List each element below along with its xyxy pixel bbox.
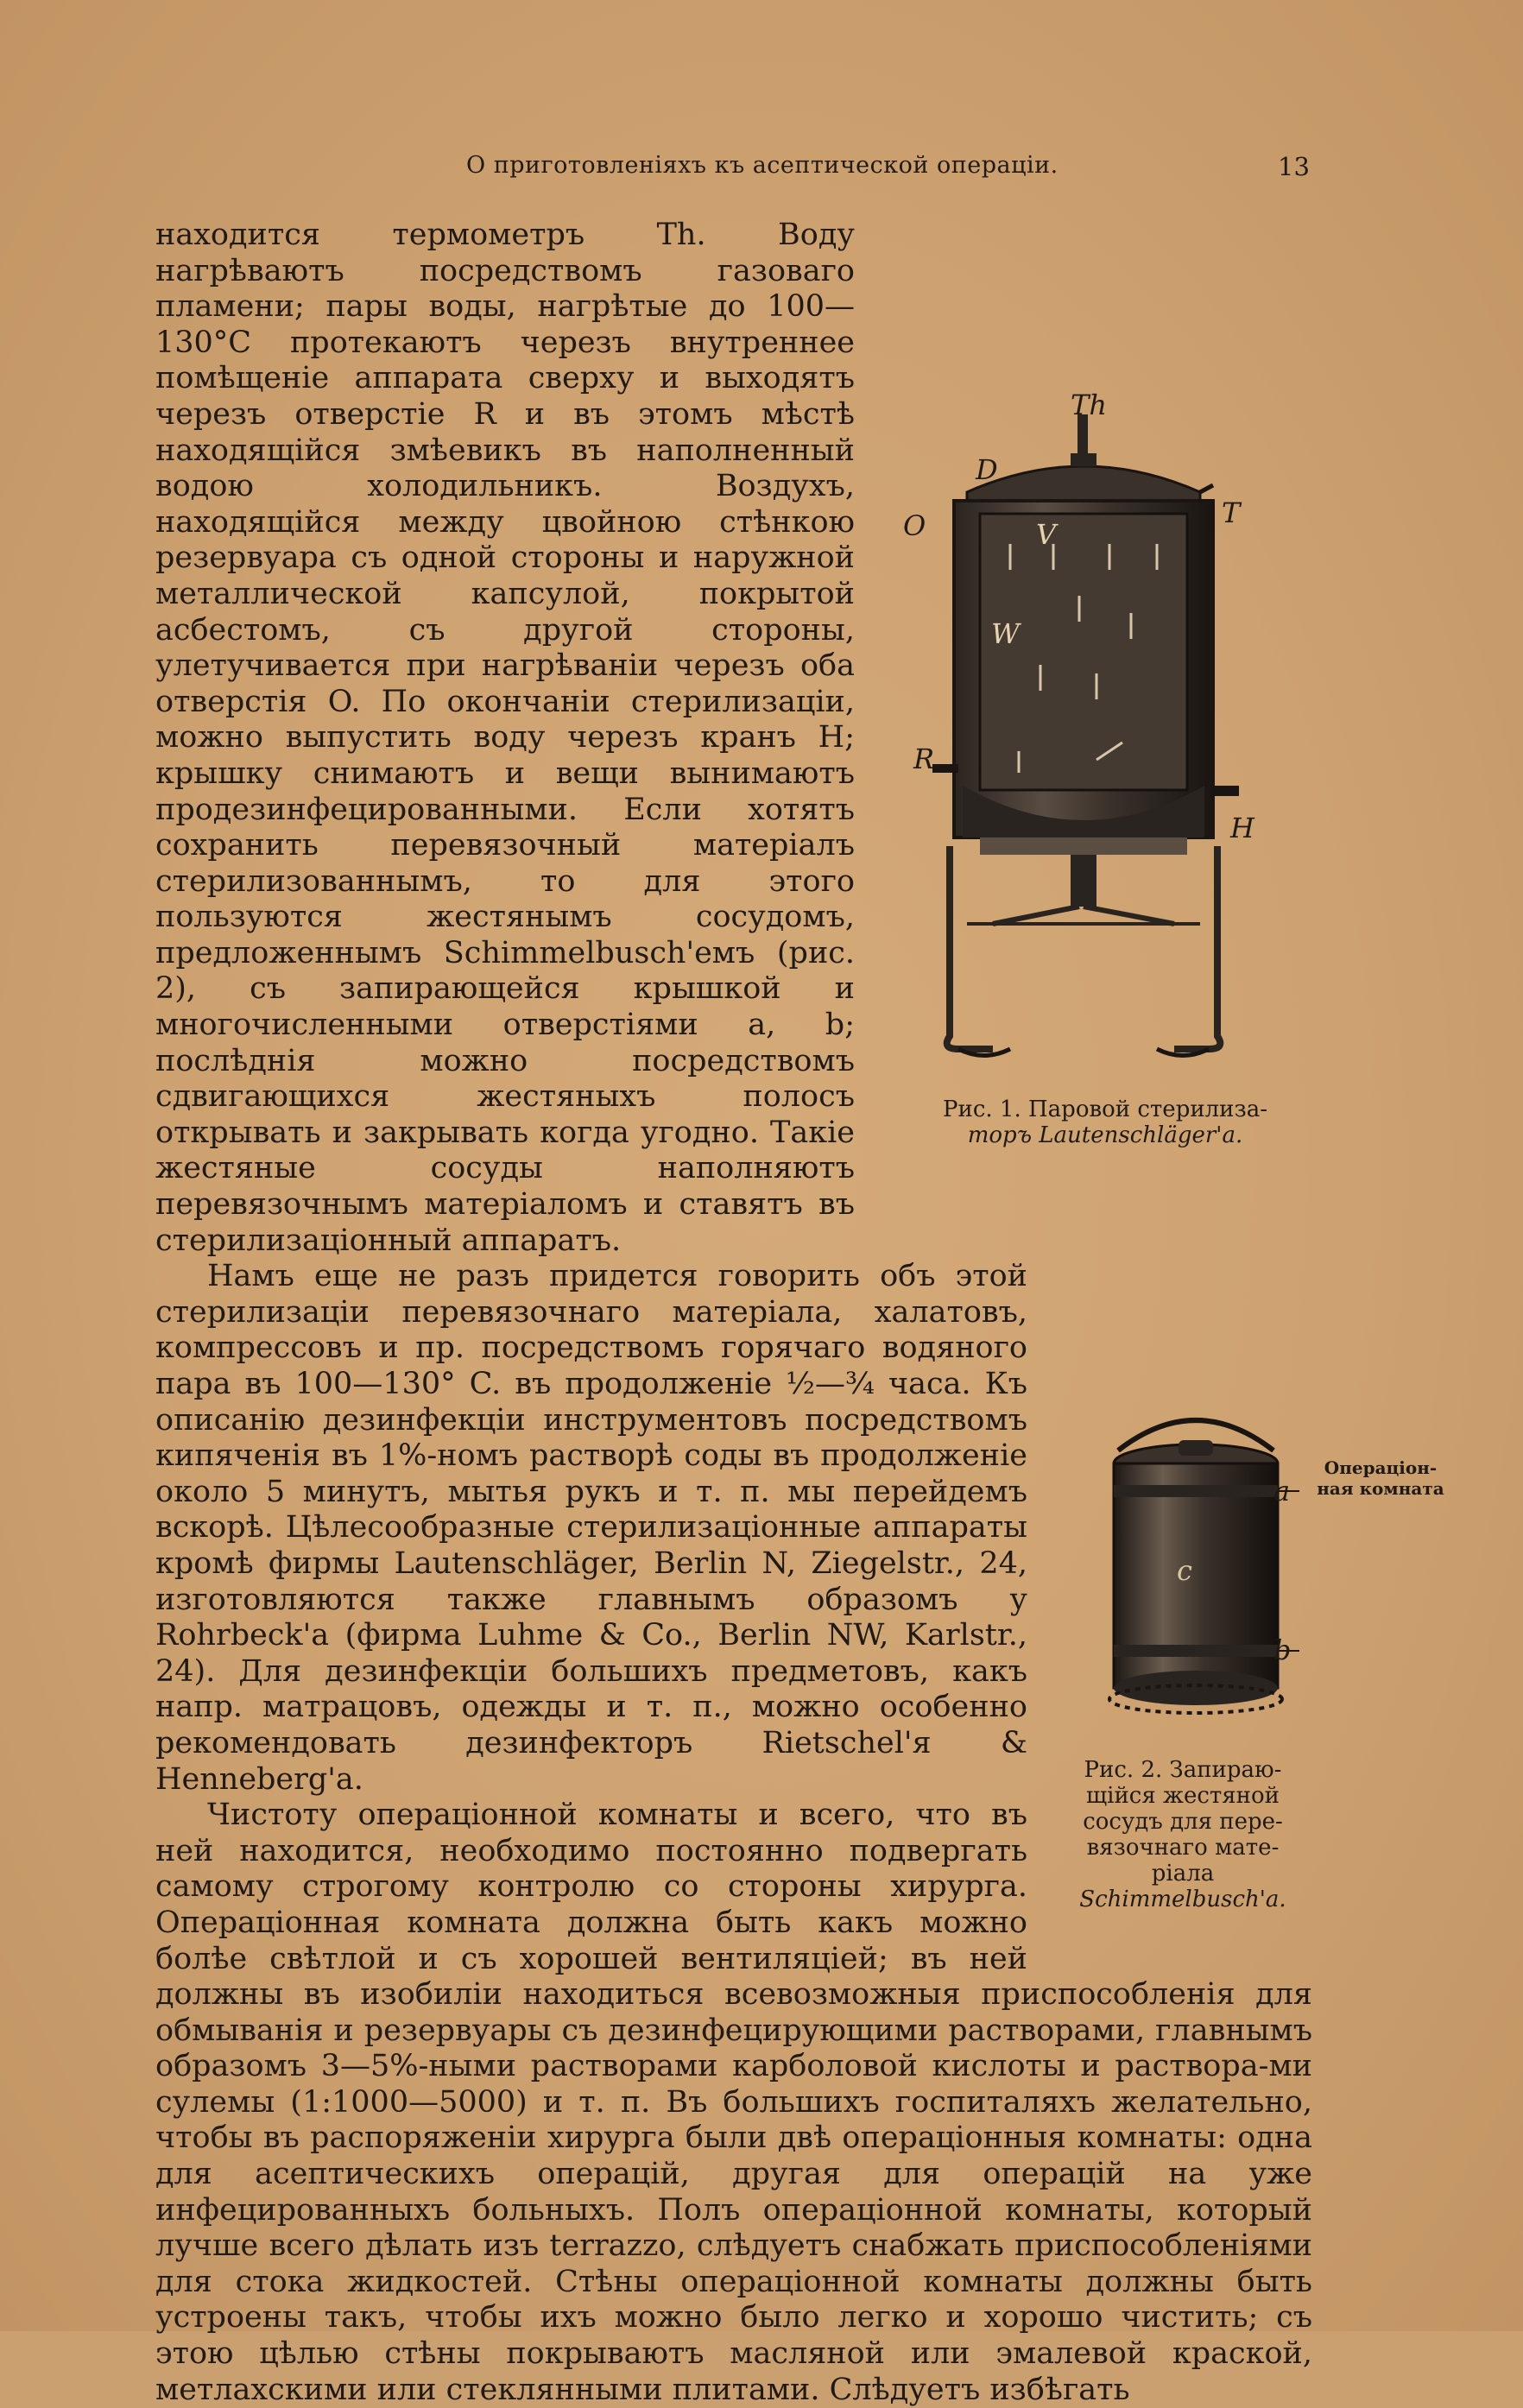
margin-note-line-2: ная комната	[1317, 1478, 1444, 1499]
figure-1-caption-line-1: Рис. 1. Паровой стерилиза-	[943, 1097, 1267, 1122]
margin-note-line-1: Операціон-	[1324, 1457, 1438, 1478]
paragraph-2: Намъ еще не разъ придется говорить объ этой стерилизаціи перевязочнаго матеріала, халатовъ, компрессовъ и пр. посредствомъ горячаго водяного пара въ 100—130° C. въ продолженіе ½—¾ часа. Къ описанію дезинфекціи инструментовъ посредствомъ кипяченія въ 1%-номъ растворѣ соды въ продолженіе около 5 минутъ, мытья рукъ и т. п. мы перейдемъ вскорѣ. Цѣлесообразные стерилизаціонные аппараты кромѣ фирмы Lautenschläger, Berlin N, Ziegelstr., 24, изготовляются также главнымъ образомъ у Rohrbeck'а (фирма Luhme & Co., Berlin NW, Karlstr., 24). Для дезинфекціи большихъ предметовъ, какъ напр. матрацовъ, одежды и т. п., можно особенно рекомендовать дезинфекторъ Rietschel'я & Henneberg'а.	[155, 1259, 1027, 1797]
margin-note	[1316, 1457, 1445, 1499]
running-title: О приготовленіяхъ къ асептической операціи.	[466, 152, 1059, 179]
label-b: b	[1273, 1634, 1292, 1666]
page-number: 13	[1278, 152, 1310, 181]
container-illustration	[1084, 1399, 1308, 1727]
paragraph-3: Чистоту операціонной комнаты и всего, что въ ней находится, необходимо постоянно подвергать самому строгому контролю со стороны хирурга. Операціонная комната должна быть какъ можно болѣе свѣтлой и съ хорошей вентиляціей; въ ней должны въ изобиліи находиться всевозможныя приспособленія для обмыванія и резервуары съ дезинфецирующими растворами, главнымъ образомъ 3—5%-ными растворами карболовой кислоты и раствора-ми сулемы (1:1000—5000) и т. п. Въ большихъ госпиталяхъ желательно, чтобы въ распоряженіи хирурга были двѣ операціонныя комнаты: одна для асептическихъ операцій, другая для операцій на уже инфецированныхъ больныхъ. Полъ операціонной комнаты, который лучше всего дѣлать изъ terrazzo, слѣдуетъ снабжать приспособленіями для стока жидкостей. Стѣны операціонной комнаты должны быть устроены такъ, чтобы ихъ можно было легко и хорошо чистить; съ этою цѣлью стѣны покрываютъ масляной или эмалевой краской, метлахскими или стеклянными плитами. Слѣдуетъ избѣгать	[155, 1798, 1312, 2407]
figure-2-caption-line-4: вязочнаго мате-	[1086, 1835, 1280, 1861]
figure-1-sterilizer	[903, 389, 1295, 1097]
figure-2-caption-line-2: щійся жестяной	[1085, 1783, 1280, 1809]
figure-2-caption	[1066, 1757, 1299, 1912]
figure-1-caption	[907, 1097, 1304, 1148]
figure-1-caption-line-2: торъ Lautenschläger'а.	[967, 1122, 1243, 1148]
figure-2-caption-line-1: Рис. 2. Запираю-	[1084, 1757, 1282, 1783]
label-d: D	[976, 453, 998, 486]
figure-2-caption-line-3: сосудъ для пере-	[1083, 1809, 1283, 1835]
label-w: W	[991, 617, 1020, 650]
label-t: T	[1222, 496, 1241, 529]
label-v: V	[1036, 518, 1057, 551]
label-th: Th	[1071, 389, 1107, 421]
label-r: R	[913, 743, 935, 775]
figure-2-caption-line-5: ріала	[1151, 1861, 1215, 1887]
label-h: H	[1230, 812, 1254, 844]
label-c: c	[1177, 1554, 1192, 1587]
label-a: a	[1273, 1475, 1291, 1507]
figure-2-container	[1084, 1399, 1308, 1727]
figure-2-caption-line-6: Schimmelbusch'а.	[1079, 1887, 1286, 1912]
paragraph-1: находится термометръ Th. Воду нагрѣваютъ посредствомъ газоваго пламени; пары воды, нагрѣтые до 100—130°C протекаютъ черезъ внутреннее помѣщеніе аппарата сверху и выходятъ черезъ отверстіе R и въ этомъ мѣстѣ находящійся змѣевикъ въ наполненный водою холодильникъ. Воздухъ, находящійся между цвойною стѣнкою резервуара съ одной стороны и наружной металлической капсулой, покрытой асбестомъ, съ другой стороны, улетучивается при нагрѣваніи черезъ оба отверстія O. По окончаніи стерилизаціи, можно выпустить воду черезъ кранъ H; крышку снимаютъ и вещи вынимаютъ продезинфецированными. Если хотятъ сохранить перевязочный матеріалъ стерилизованнымъ, то для этого пользуются жестянымъ сосудомъ, предложеннымъ Schimmelbusch'емъ (рис. 2), съ запирающейся крышкой и многочисленными отверстіями a, b; послѣднія можно посредствомъ сдвигающихся жестяныхъ полосъ открывать и закрывать когда угодно. Такіе жестяные сосуды наполняютъ перевязочнымъ матеріаломъ и ставятъ въ стерилизаціонный аппаратъ.	[155, 218, 855, 1258]
label-o: O	[903, 509, 926, 542]
